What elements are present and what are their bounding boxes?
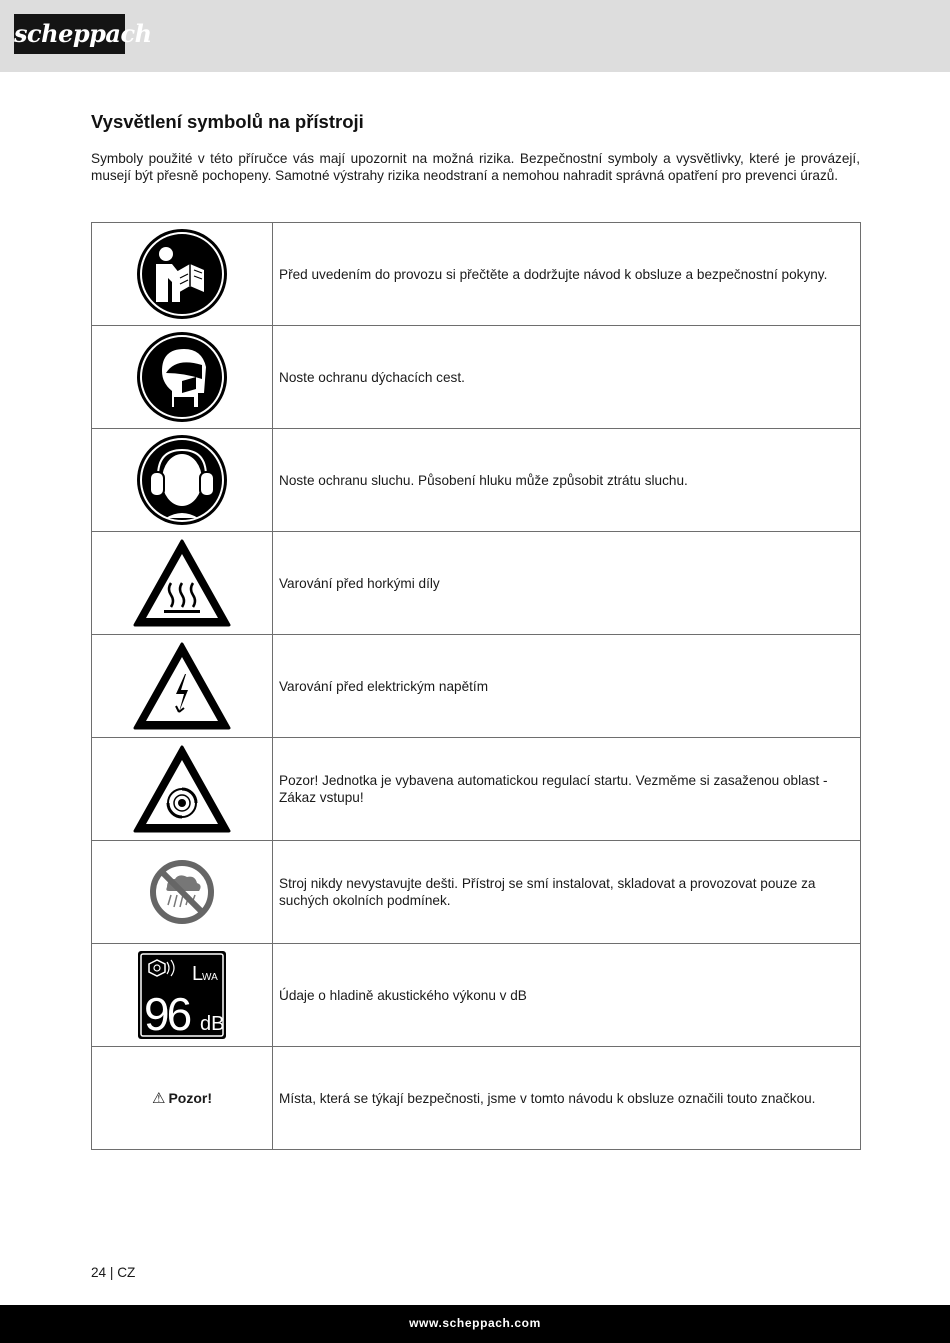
table-row bbox=[92, 1047, 861, 1150]
hot-surface-warning-icon bbox=[132, 537, 232, 629]
icon-cell bbox=[92, 944, 273, 1047]
pozor-label bbox=[152, 1090, 212, 1106]
icon-cell bbox=[92, 841, 273, 944]
table-row bbox=[92, 944, 861, 1047]
row-text: Pozor! Jednotka je vybavena automatickou regulací startu. Vezměme si zasaženou oblast - Zákaz vstupu! bbox=[273, 738, 861, 841]
page-footer bbox=[0, 1305, 950, 1343]
warning-triangle-icon: ⚠ bbox=[151, 1089, 166, 1107]
row-text: Varování před elektrickým napětím bbox=[273, 635, 861, 738]
symbols-table bbox=[91, 222, 861, 1150]
table-row bbox=[92, 841, 861, 944]
table-row bbox=[92, 738, 861, 841]
table-row bbox=[92, 223, 861, 326]
row-text: Varování před horkými díly bbox=[273, 532, 861, 635]
sound-unit-text: dB bbox=[200, 1013, 225, 1035]
icon-cell bbox=[92, 1047, 273, 1150]
sound-subscript-text: WA bbox=[202, 972, 218, 983]
icon-cell bbox=[92, 326, 273, 429]
scheppach-logo: scheppach bbox=[14, 14, 125, 54]
hearing-protection-icon bbox=[136, 434, 228, 526]
sound-symbol-text: L bbox=[192, 963, 204, 985]
respiratory-protection-icon bbox=[136, 331, 228, 423]
row-text: Místa, která se týkají bezpečnosti, jsme v tomto návodu k obsluze označili touto značkou. bbox=[273, 1047, 861, 1150]
table-row bbox=[92, 429, 861, 532]
sound-value-text: 96 bbox=[144, 988, 190, 1040]
icon-cell bbox=[92, 429, 273, 532]
icon-cell bbox=[92, 635, 273, 738]
automatic-start-warning-icon bbox=[132, 743, 232, 835]
page-number: 24 | CZ bbox=[91, 1265, 136, 1280]
row-text: Před uvedením do provozu si přečtěte a dodržujte návod k obsluze a bezpečnostní pokyny. bbox=[273, 223, 861, 326]
electric-voltage-warning-icon bbox=[132, 640, 232, 732]
row-text: Stroj nikdy nevystavujte dešti. Přístroj se smí instalovat, skladovat a provozovat pouze za suchých okolních podmínek. bbox=[273, 841, 861, 944]
row-text: Údaje o hladině akustického výkonu v dB bbox=[273, 944, 861, 1047]
intro-paragraph: Symboly použité v této příručce vás mají upozornit na možná rizika. Bezpečnostní symboly a vysvětlivky, které je provázejí, musejí být přesně pochopeny. Samotné výstrahy rizika neodstraní a nemohou nahradit správná opatření pro prevenci úrazů. bbox=[91, 151, 860, 183]
page-header bbox=[0, 0, 950, 72]
pozor-text: Pozor! bbox=[168, 1089, 212, 1106]
icon-cell bbox=[92, 738, 273, 841]
row-text: Noste ochranu dýchacích cest. bbox=[273, 326, 861, 429]
row-text: Noste ochranu sluchu. Působení hluku může způsobit ztrátu sluchu. bbox=[273, 429, 861, 532]
footer-website-link[interactable]: www.scheppach.com bbox=[409, 1316, 541, 1330]
sound-power-level-icon bbox=[137, 950, 227, 1040]
page-title: Vysvětlení symbolů na přístroji bbox=[91, 111, 364, 132]
icon-cell bbox=[92, 223, 273, 326]
table-row bbox=[92, 326, 861, 429]
read-manual-icon bbox=[136, 228, 228, 320]
table-row bbox=[92, 532, 861, 635]
icon-cell bbox=[92, 532, 273, 635]
table-row bbox=[92, 635, 861, 738]
no-rain-icon bbox=[149, 859, 215, 925]
